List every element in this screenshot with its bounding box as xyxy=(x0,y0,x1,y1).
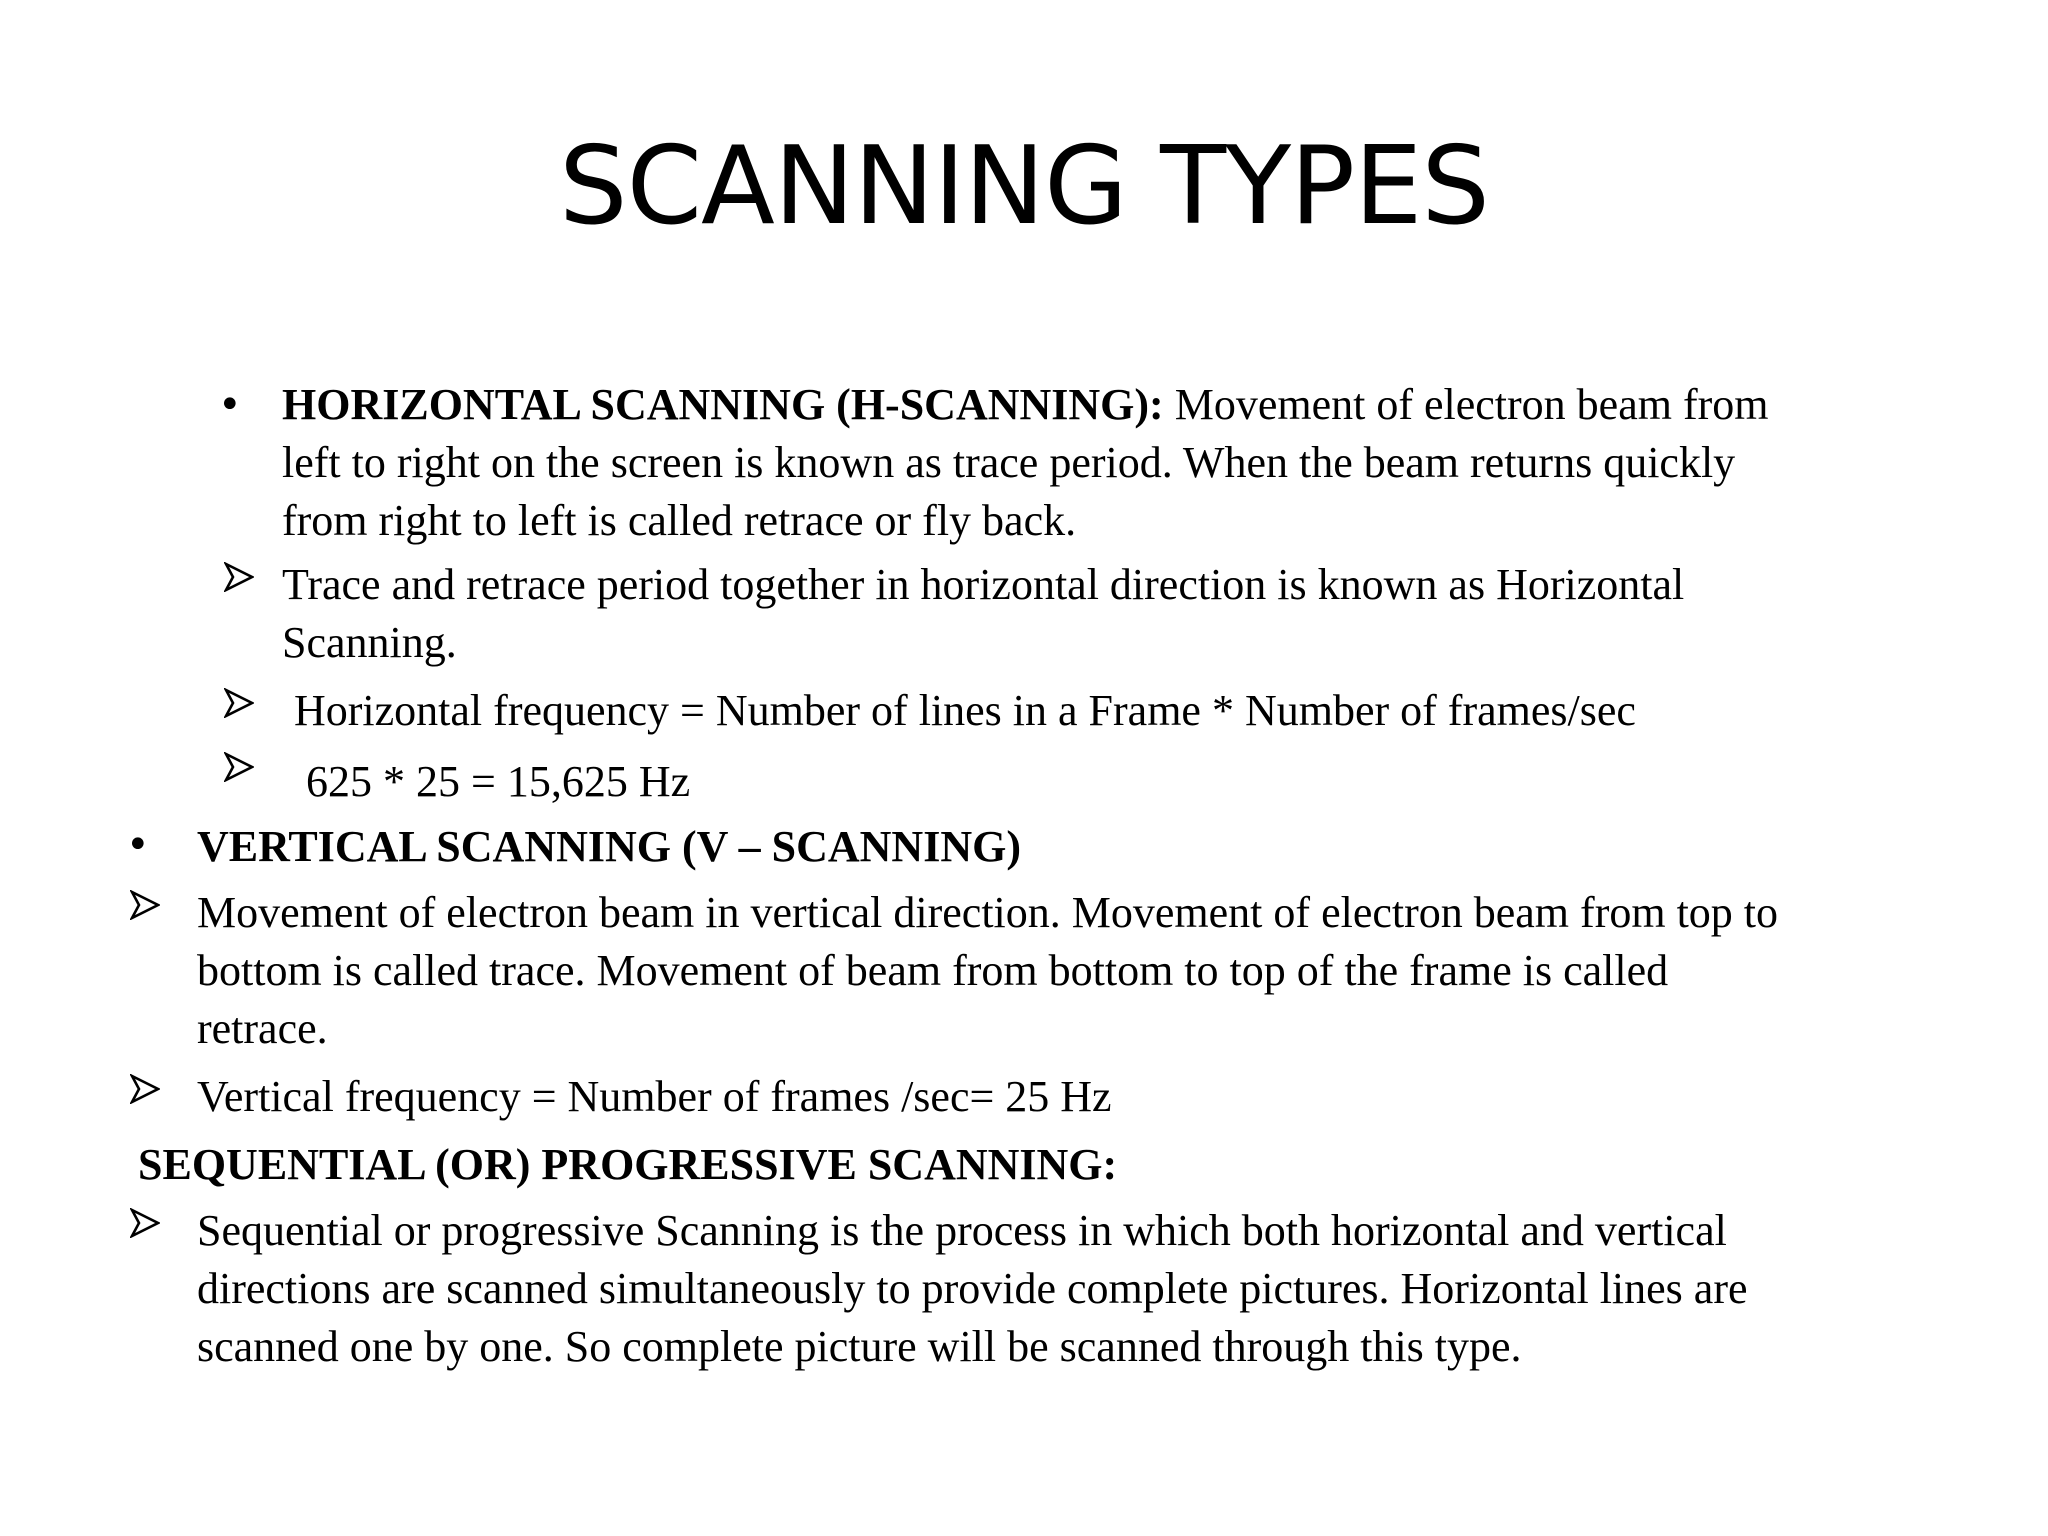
vertical-point1-line3: retrace. xyxy=(197,1004,328,1053)
bullet-icon: • xyxy=(218,382,242,428)
horizontal-point1-line2: Scanning. xyxy=(282,618,457,667)
arrow-bullet-icon xyxy=(224,688,254,718)
vertical-point1-line1: Movement of electron beam in vertical direction. Movement of electron beam from top to xyxy=(197,888,1779,937)
horizontal-heading-line xyxy=(282,376,1769,434)
vertical-point2: Vertical frequency = Number of frames /sec= 25 Hz xyxy=(197,1072,1112,1121)
vertical-heading: VERTICAL SCANNING (V – SCANNING) xyxy=(197,822,1021,871)
arrow-bullet-icon xyxy=(130,1074,160,1104)
horizontal-desc-line3: from right to left is called retrace or fly back. xyxy=(282,496,1077,545)
arrow-bullet-icon xyxy=(224,752,254,782)
sequential-point1-line2: directions are scanned simultaneously to provide complete pictures. Horizontal lines are xyxy=(197,1264,1748,1313)
sequential-point1-line3: scanned one by one. So complete picture will be scanned through this type. xyxy=(197,1322,1522,1371)
horizontal-desc-line2: left to right on the screen is known as trace period. When the beam returns quickly xyxy=(282,438,1736,487)
arrow-bullet-icon xyxy=(224,562,254,592)
horizontal-desc-line1: Movement of electron beam from xyxy=(1163,380,1769,429)
vertical-point1-line2: bottom is called trace. Movement of beam from bottom to top of the frame is called xyxy=(197,946,1669,995)
arrow-bullet-icon xyxy=(130,890,160,920)
sequential-heading: SEQUENTIAL (OR) PROGRESSIVE SCANNING: xyxy=(138,1140,1118,1189)
horizontal-point2: Horizontal frequency = Number of lines in a Frame * Number of frames/sec xyxy=(294,686,1636,735)
sequential-point1-line1: Sequential or progressive Scanning is the process in which both horizontal and vertical xyxy=(197,1206,1727,1255)
slide-title: SCANNING TYPES xyxy=(559,124,1489,249)
bullet-icon: • xyxy=(126,822,150,868)
horizontal-heading: HORIZONTAL SCANNING (H-SCANNING): xyxy=(282,380,1164,429)
horizontal-point3: 625 * 25 = 15,625 Hz xyxy=(306,757,691,806)
arrow-bullet-icon xyxy=(130,1208,160,1238)
horizontal-point1-line1: Trace and retrace period together in horizontal direction is known as Horizontal xyxy=(282,560,1685,609)
